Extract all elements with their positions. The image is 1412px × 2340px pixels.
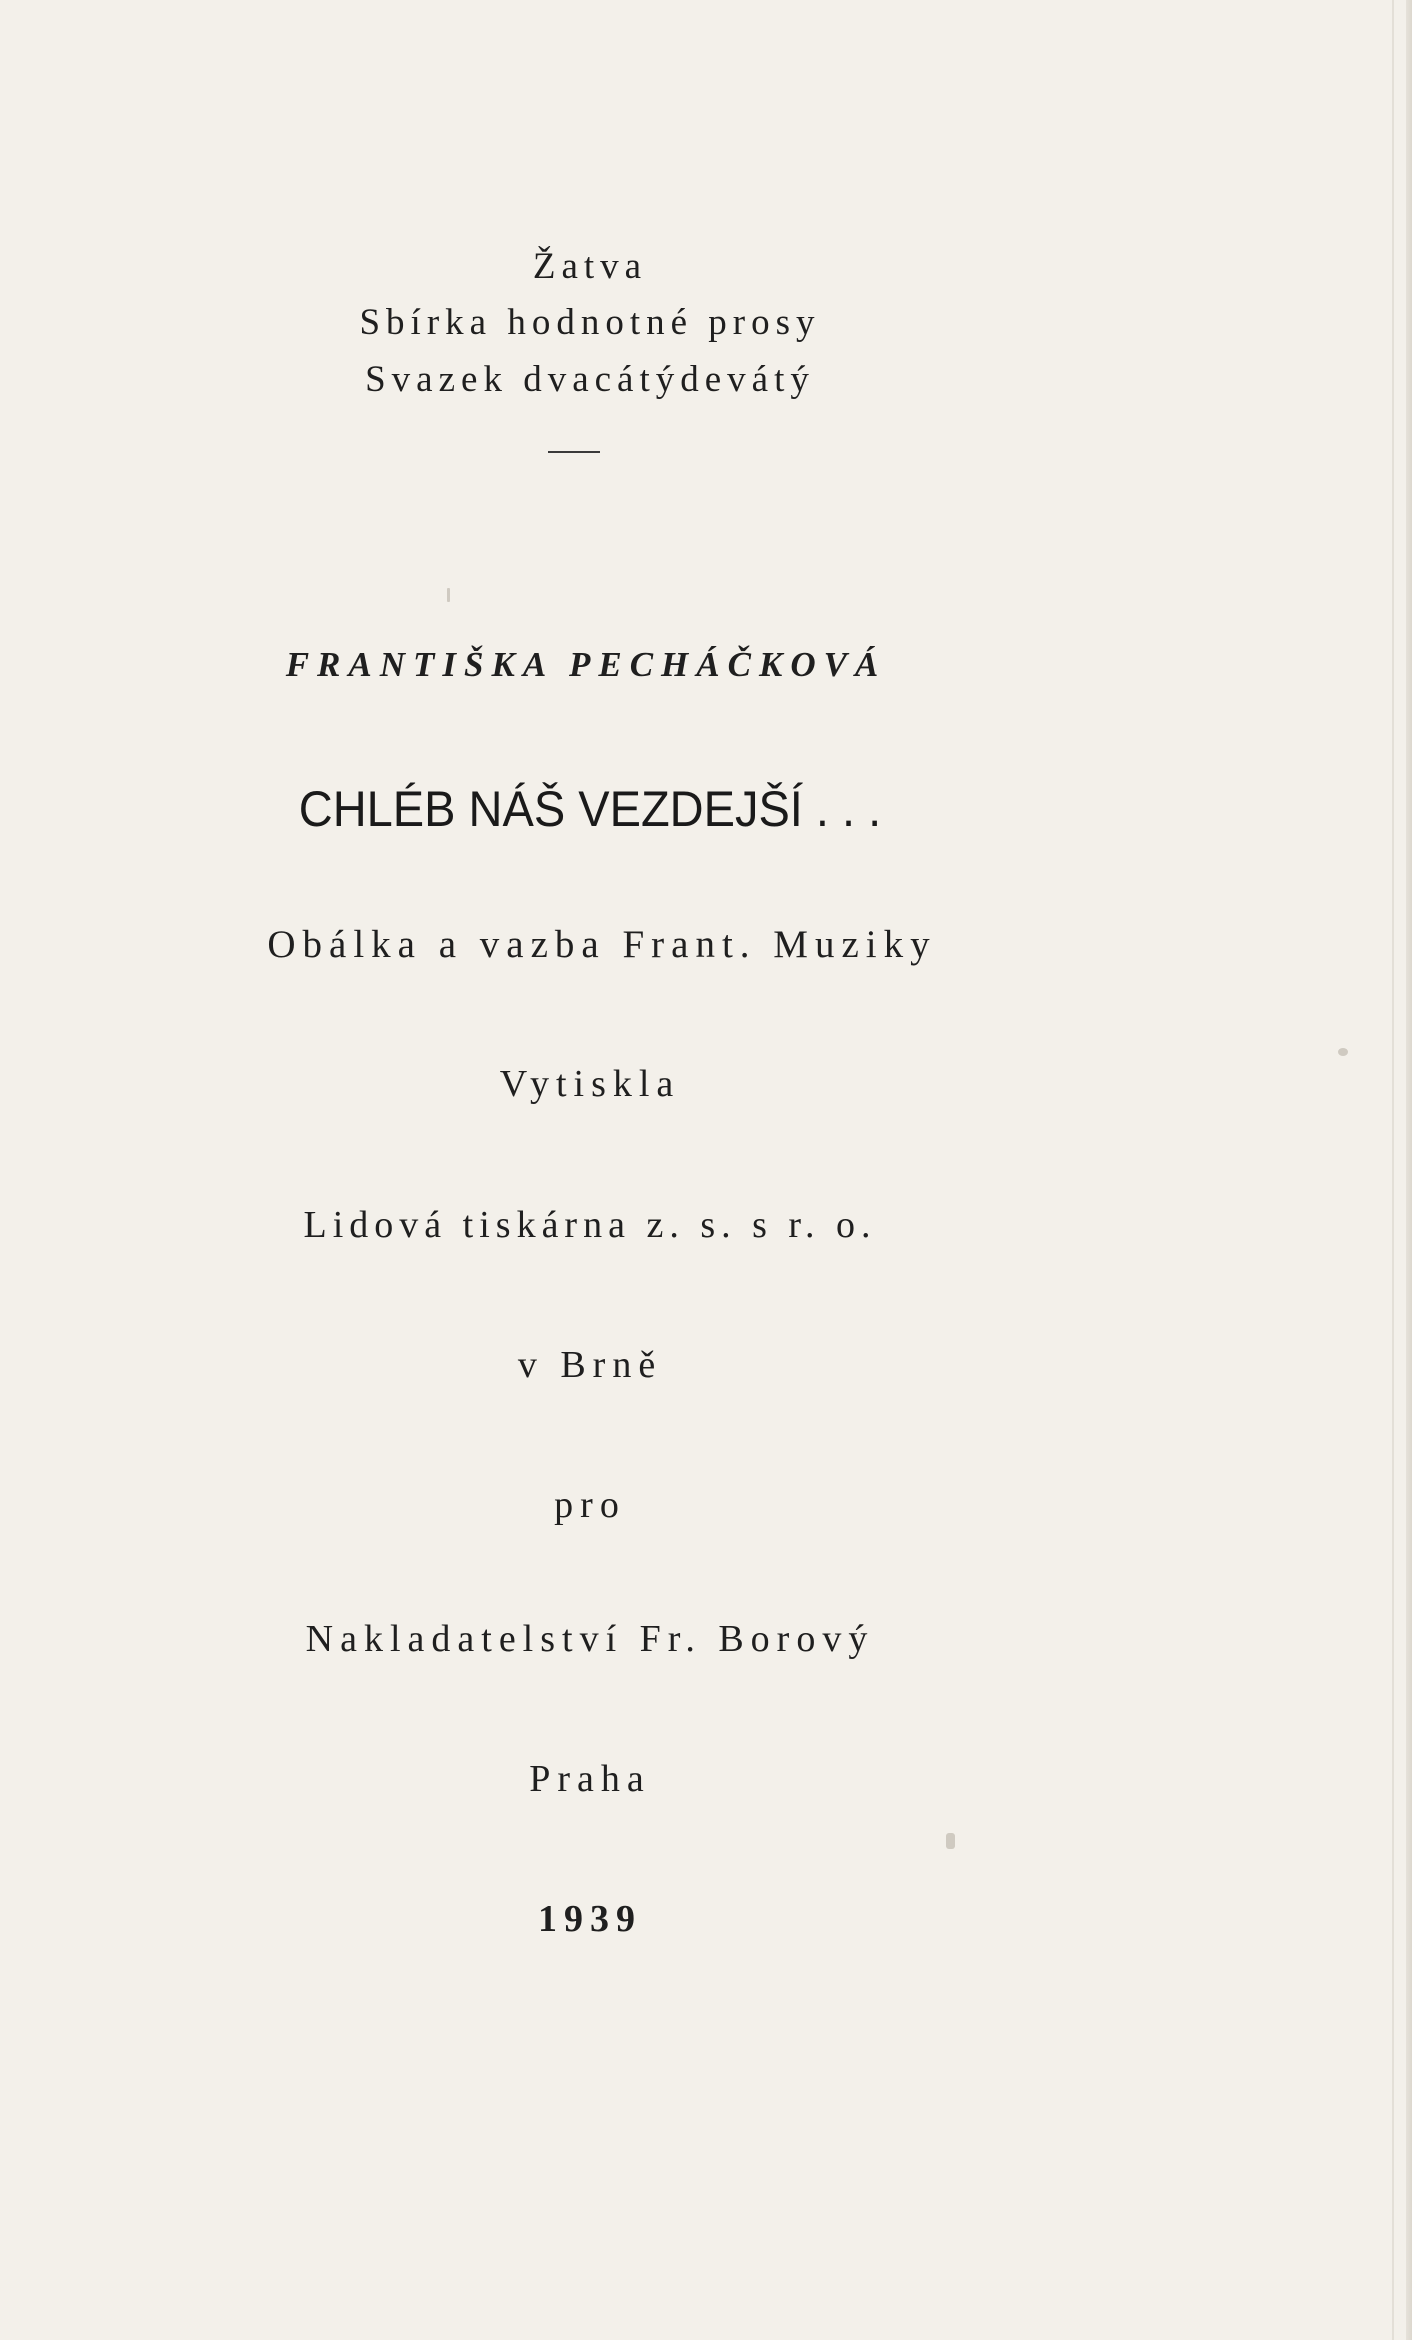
series-name: Žatva	[532, 246, 648, 287]
series-volume: Svazek dvacátýdevátý	[365, 359, 815, 400]
printer-city: v Brně	[517, 1344, 663, 1386]
publisher-name: Nakladatelství Fr. Borový	[305, 1618, 875, 1660]
paper-speck	[447, 588, 450, 602]
series-subtitle: Sbírka hodnotné prosy	[359, 302, 821, 343]
book-title: CHLÉB NÁŠ VEZDEJŠÍ . . .	[298, 781, 882, 837]
paper-speck	[1338, 1048, 1348, 1056]
for-label: pro	[554, 1484, 626, 1526]
printed-by-label: Vytiskla	[499, 1063, 681, 1105]
cover-credit: Obálka a vazba Frant. Muziky	[267, 923, 937, 966]
divider-rule	[548, 451, 600, 453]
paper-speck	[946, 1833, 955, 1849]
author-name: FRANTIŠKA PECHÁČKOVÁ	[285, 645, 887, 684]
publisher-city: Praha	[529, 1758, 651, 1800]
publication-year: 1939	[538, 1898, 642, 1940]
page-edge-shadow	[1392, 0, 1394, 2340]
printer-name: Lidová tiskárna z. s. s r. o.	[303, 1204, 877, 1246]
page-edge	[1406, 0, 1412, 2340]
